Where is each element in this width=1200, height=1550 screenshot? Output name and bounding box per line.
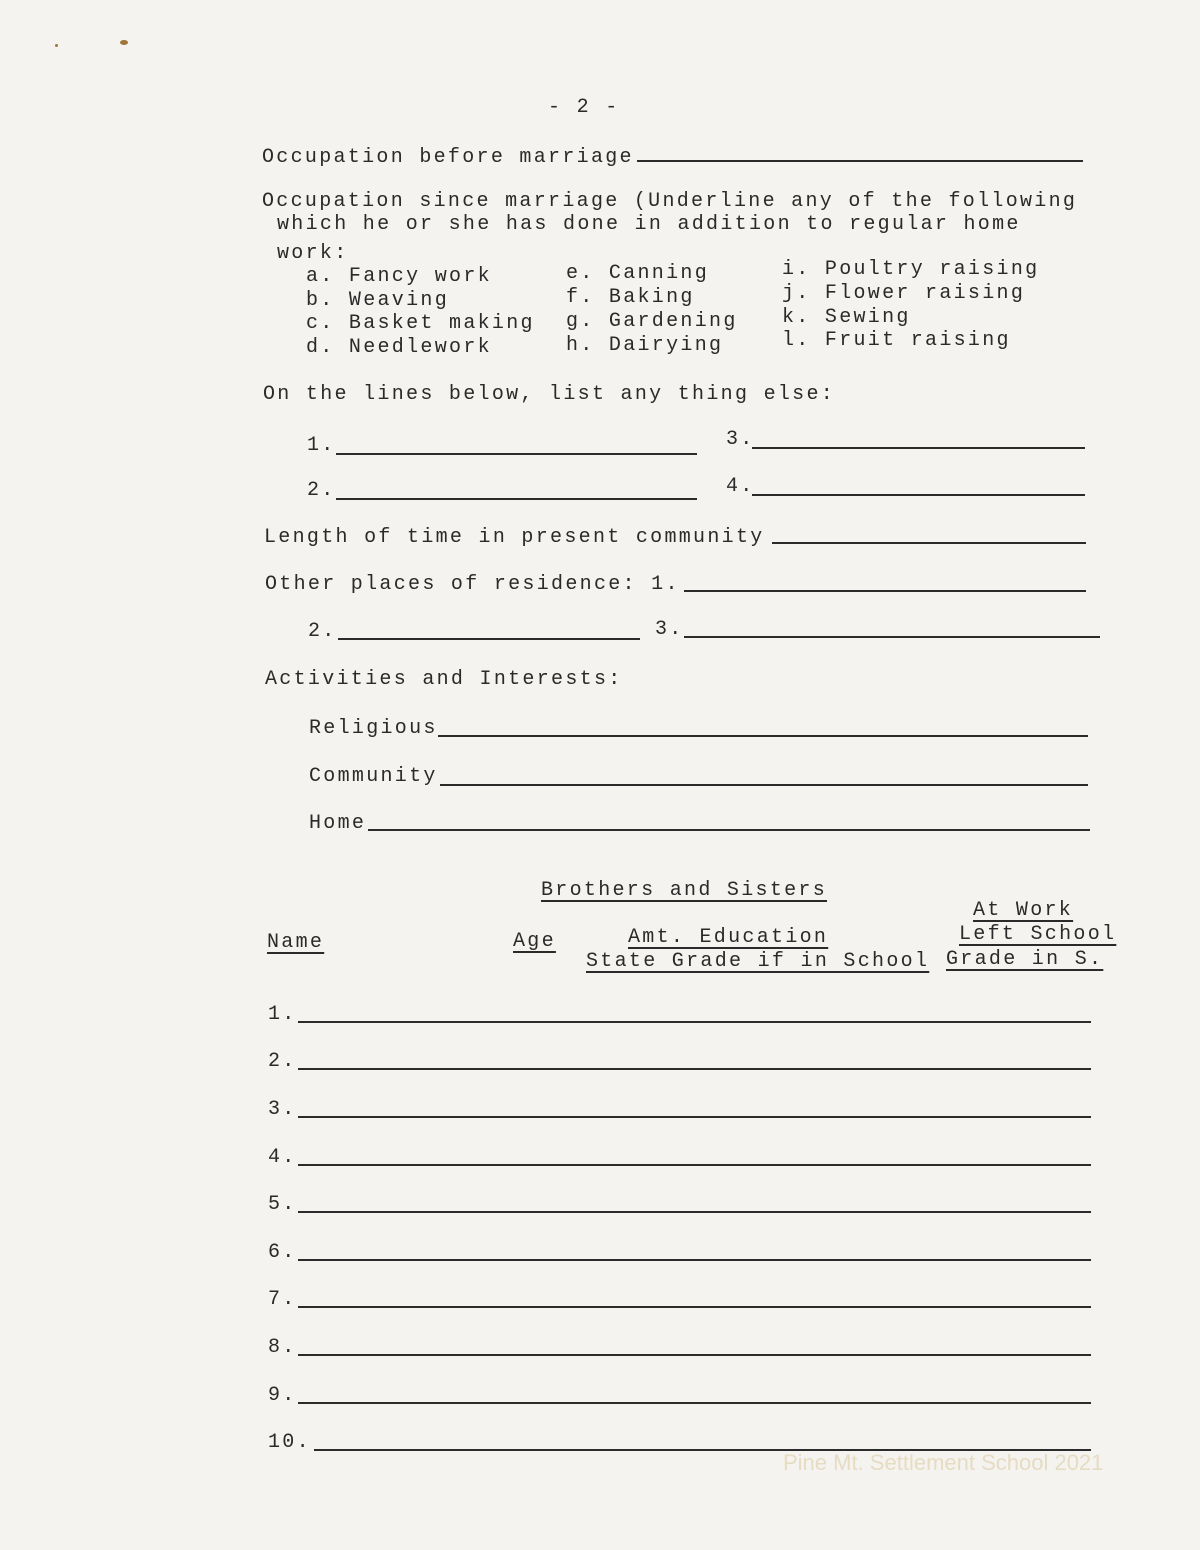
sibling-row-number: 8. — [268, 1336, 297, 1359]
header-age: Age — [513, 930, 556, 953]
other-item-number: 4. — [726, 475, 755, 498]
page-number: - 2 - — [548, 96, 620, 119]
activity-religious-field[interactable] — [438, 735, 1088, 737]
option-item: e. Canning — [566, 262, 710, 285]
watermark: Pine Mt. Settlement School 2021 — [783, 1450, 1104, 1475]
header-state-grade: State Grade if in School — [586, 950, 930, 973]
sibling-row-field[interactable] — [298, 1164, 1091, 1166]
option-item: a. Fancy work — [306, 265, 492, 288]
occupation-since-line-1: Occupation since marriage (Underline any of the following — [262, 190, 1078, 213]
occupation-before-field[interactable] — [637, 160, 1083, 162]
option-item: d. Needlework — [306, 336, 492, 359]
header-grade-in-school: Grade in S. — [946, 948, 1104, 971]
sibling-row-field[interactable] — [298, 1021, 1091, 1023]
other-place-field[interactable] — [338, 638, 640, 640]
option-item: k. Sewing — [782, 306, 911, 329]
paper-speck — [120, 40, 128, 45]
sibling-row-number: 7. — [268, 1288, 297, 1311]
other-place-number: 3. — [655, 618, 684, 641]
sibling-row-number: 4. — [268, 1146, 297, 1169]
option-item: i. Poultry raising — [782, 258, 1040, 281]
sibling-row-field[interactable] — [298, 1211, 1091, 1213]
other-place-field[interactable] — [684, 590, 1086, 592]
other-item-field[interactable] — [752, 447, 1085, 449]
other-item-field[interactable] — [336, 498, 697, 500]
sibling-row-number: 2. — [268, 1050, 297, 1073]
header-name: Name — [267, 931, 325, 954]
other-place-field[interactable] — [684, 636, 1100, 638]
header-left-school: Left School — [959, 923, 1117, 946]
sibling-row-field[interactable] — [298, 1306, 1091, 1308]
option-item: l. Fruit raising — [782, 329, 1011, 352]
option-item: j. Flower raising — [782, 282, 1026, 305]
activity-community-field[interactable] — [440, 784, 1088, 786]
siblings-title: Brothers and Sisters — [541, 879, 828, 902]
sibling-row-number: 1. — [268, 1003, 297, 1026]
length-of-time-field[interactable] — [772, 542, 1086, 544]
header-education: Amt. Education — [628, 926, 829, 949]
other-list-label: On the lines below, list any thing else: — [263, 383, 836, 406]
activities-label: Activities and Interests: — [265, 668, 623, 691]
sibling-row-field[interactable] — [298, 1068, 1091, 1070]
option-item: g. Gardening — [566, 310, 738, 333]
other-item-field[interactable] — [336, 453, 697, 455]
option-item: b. Weaving — [306, 289, 450, 312]
sibling-row-number: 6. — [268, 1241, 297, 1264]
length-of-time-label: Length of time in present community — [264, 526, 765, 549]
other-item-number: 3. — [726, 428, 755, 451]
occupation-since-line-3: work: — [277, 242, 349, 265]
sibling-row-field[interactable] — [298, 1116, 1091, 1118]
sibling-row-number: 3. — [268, 1098, 297, 1121]
sibling-row-field[interactable] — [298, 1259, 1091, 1261]
option-item: c. Basket making — [306, 312, 535, 335]
option-item: h. Dairying — [566, 334, 724, 357]
option-item: f. Baking — [566, 286, 695, 309]
other-item-field[interactable] — [752, 494, 1085, 496]
sibling-row-number: 5. — [268, 1193, 297, 1216]
other-places-label: Other places of residence: 1. — [265, 573, 680, 596]
sibling-row-field[interactable] — [298, 1402, 1091, 1404]
header-at-work: At Work — [973, 899, 1074, 922]
occupation-since-line-2: which he or she has done in addition to regular home — [277, 213, 1021, 236]
activity-home-label: Home — [309, 812, 367, 835]
sibling-row-number: 9. — [268, 1384, 297, 1407]
activity-home-field[interactable] — [368, 829, 1090, 831]
sibling-row-number: 10. — [268, 1431, 311, 1454]
other-item-number: 1. — [307, 434, 336, 457]
activity-community-label: Community — [309, 765, 438, 788]
occupation-before-label: Occupation before marriage — [262, 146, 634, 169]
other-place-number: 2. — [308, 620, 337, 643]
sibling-row-field[interactable] — [298, 1354, 1091, 1356]
paper-speck — [55, 44, 58, 47]
other-item-number: 2. — [307, 479, 336, 502]
activity-religious-label: Religious — [309, 717, 438, 740]
